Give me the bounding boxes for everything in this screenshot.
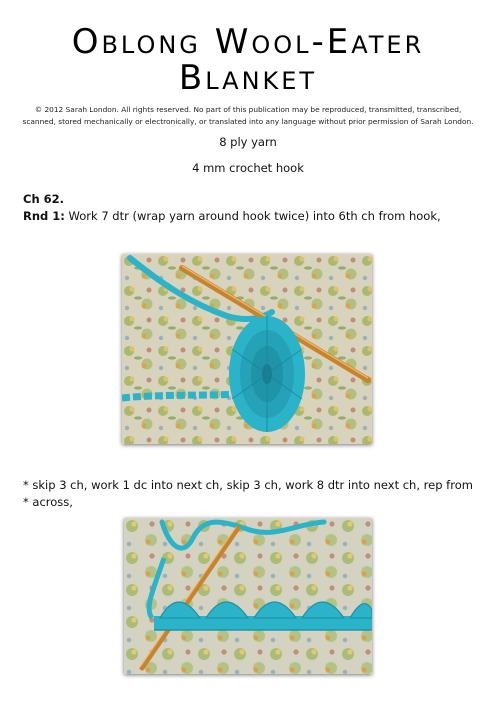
round-1-text: Work 7 dtr (wrap yarn around hook twice) into 6th ch from hook, bbox=[64, 209, 441, 223]
crochet-photo-round-1 bbox=[122, 254, 372, 444]
yarn-spec: 8 ply yarn bbox=[219, 135, 277, 149]
title-line-2: Blanket bbox=[178, 58, 318, 98]
crochet-photo-shell-row bbox=[124, 518, 372, 674]
round-1-label: Rnd 1: bbox=[23, 209, 65, 223]
step-2-instruction: * skip 3 ch, work 1 dc into next ch, skip 3 ch, work 8 dtr into next ch, rep from * across, bbox=[23, 478, 473, 509]
hook-spec: 4 mm crochet hook bbox=[192, 161, 304, 175]
title-line-1: Oblong Wool-Eater bbox=[71, 22, 425, 62]
round-1-instruction bbox=[23, 208, 475, 225]
chain-instruction: Ch 62. bbox=[23, 192, 65, 206]
copyright-notice: © 2012 Sarah London. All rights reserved. No part of this publication may be reproduced, transmitted, transcribed, scanned, stored mechanically or electronically, or translated into any language without prior permission of Sarah London. bbox=[22, 105, 474, 126]
